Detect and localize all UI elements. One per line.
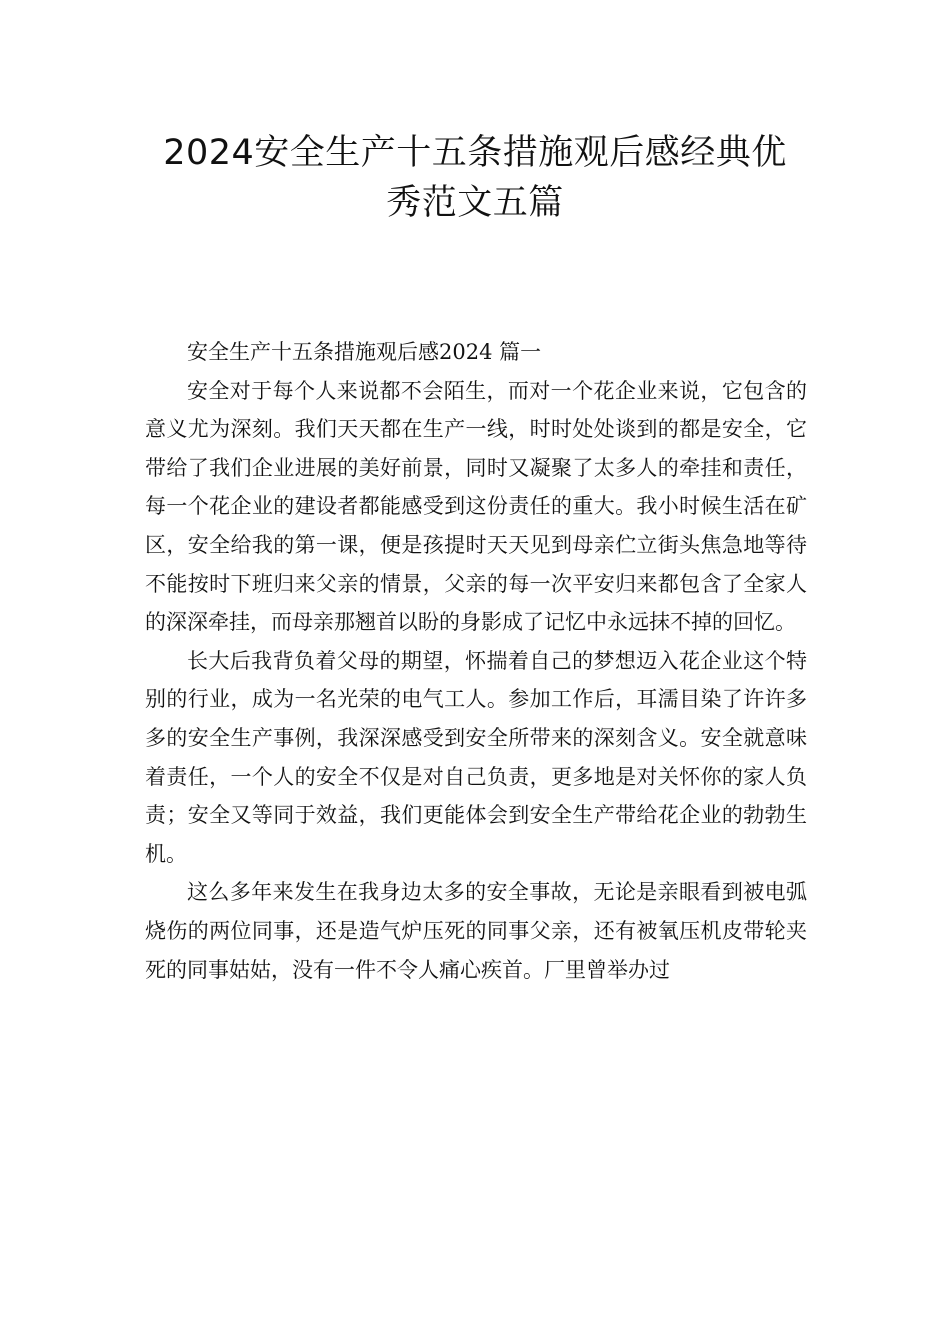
document-title [145, 128, 805, 228]
title-line-2: 秀范文五篇 [386, 183, 564, 223]
section-heading: 安全生产十五条措施观后感2024 篇一 [187, 340, 542, 364]
title-line-1: 2024安全生产十五条措施观后感经典优 [163, 133, 787, 173]
paragraph-3: 这么多年来发生在我身边太多的安全事故，无论是亲眼看到被电弧烧伤的两位同事，还是造气炉压死的同事父亲，还有被氧压机皮带轮夹死的同事姑姑，没有一件不令人痛心疾首。厂里曾举办过 [145, 880, 807, 982]
paragraph-1: 安全对于每个人来说都不会陌生，而对一个花企业来说，它包含的意义尤为深刻。我们天天都在生产一线，时时处处谈到的都是安全，它带给了我们企业进展的美好前景，同时又凝聚了太多人的牵挂和责任，每一个花企业的建设者都能感受到这份责任的重大。我小时候生活在矿区，安全给我的第一课，便是孩提时天天见到母亲伫立街头焦急地等待不能按时下班归来父亲的情景，父亲的每一次平安归来都包含了全家人的深深牵挂，而母亲那翘首以盼的身影成了记忆中永远抹不掉的回忆。 [145, 378, 807, 635]
paragraph-2: 长大后我背负着父母的期望，怀揣着自己的梦想迈入花企业这个特别的行业，成为一名光荣的电气工人。参加工作后，耳濡目染了许许多多的安全生产事例，我深深感受到安全所带来的深刻含义。安全就意味着责任，一个人的安全不仅是对自己负责，更多地是对关怀你的家人负责；安全又等同于效益，我们更能体会到安全生产带给花企业的勃勃生机。 [145, 648, 807, 866]
document-body [145, 333, 807, 989]
